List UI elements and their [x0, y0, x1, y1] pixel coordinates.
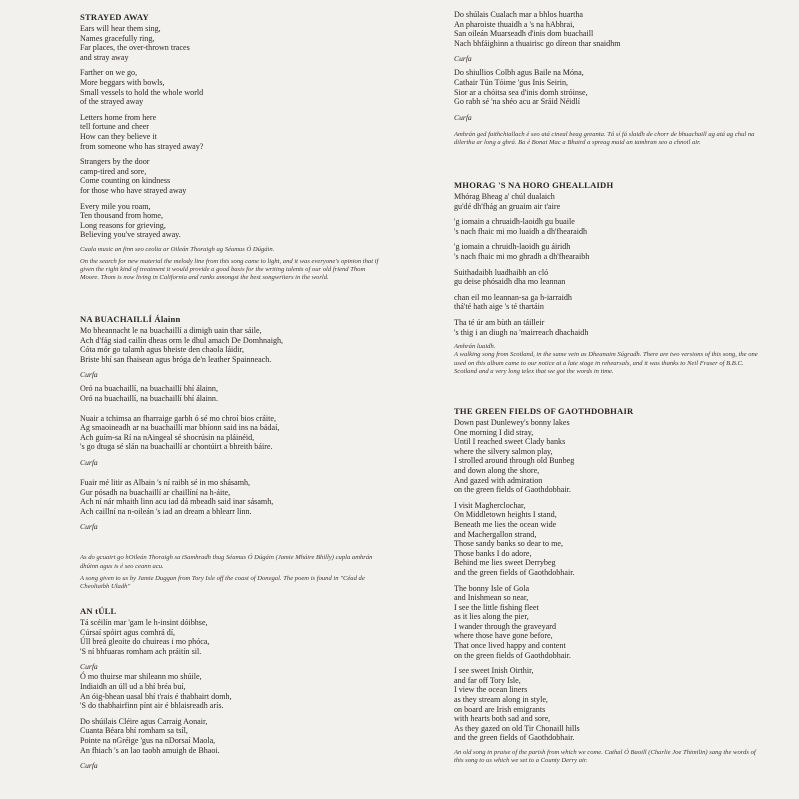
stanza [80, 113, 380, 151]
stanza [454, 584, 764, 661]
lyric-line: Ach caillní na n-oileán 's iad an dream a bhlearr linn. [80, 506, 252, 516]
song-note: Cuala music an finn seo ceolta ar Oileán Thoraigh ag Séamus Ó Dúgáin. [80, 245, 275, 253]
stanza [80, 157, 380, 195]
stanza [454, 10, 764, 48]
lyric-line: Down past Dunlewey's bonny lakes [454, 418, 570, 427]
lyric-line: tell fortune and cheer [80, 122, 149, 132]
song-title: AN tÚLL [80, 606, 117, 616]
lyric-line: Beneath me lies the ocean wide [454, 519, 557, 529]
stanza [80, 68, 380, 106]
lyric-line: gu deise phósaidh dha mo leannan [454, 277, 566, 287]
stanza [454, 68, 764, 106]
song-note: Amhrán luaidh. [454, 343, 496, 351]
lyric-line: One morning I did stray, [454, 427, 534, 437]
lyric-line: Tá scéilín mar 'gam le h-insint dóibhse, [80, 618, 208, 627]
lyric-line: Mhórag Bheag a' chúl dualaich [454, 192, 555, 201]
lyric-line: 'S do thabhairfinn pínt air é bhlaisreadh arís. [80, 701, 224, 711]
lyric-line: Until I reached sweet Clady banks [454, 437, 566, 447]
lyric-line: San oileán Muarseadh d'inis dom buachaill [454, 29, 594, 39]
lyric-line: chan eil mo leannan-sa ga h-iarraidh [454, 292, 572, 302]
lyric-line: where the silvery salmon play, [454, 446, 553, 456]
lyric-line: Small vessels to hold the whole world [80, 87, 204, 97]
stanza [80, 326, 380, 364]
lyric-line: with hearts both sad and sore, [454, 714, 551, 724]
song-mhorag [454, 180, 764, 376]
lyric-line: Those sandy banks so dear to me, [454, 539, 564, 549]
lyric-line: More beggars with bowls, [80, 77, 165, 87]
lyric-line: As they gazed on old Tir Chonaill hills [454, 723, 580, 733]
lyric-line: The bonny Isle of Gola [454, 583, 530, 593]
lyric-line: and the green fields of Gaothdobhair. [454, 567, 575, 577]
lyric-line: I visit Magherclochar, [454, 500, 526, 510]
lyric-line: where those have gone before, [454, 631, 553, 641]
lyric-line: gu'dé dh'fhág an gruaim air t'aire [454, 201, 561, 211]
lyric-line: How can they believe it [80, 131, 157, 141]
stanza [454, 501, 764, 578]
lyric-line: 'g iomain a chruidh-laoidh gu áiridh [454, 242, 571, 252]
stanza [80, 478, 380, 516]
lyric-line: and far off Tory Isle, [454, 675, 521, 685]
lyric-line: for those who have strayed away [80, 185, 187, 195]
song-title: MHORAG 'S NA HORO GHEALLAIDH [454, 180, 614, 190]
stanza [454, 242, 764, 261]
song-title: NA BUACHAILLÍ Álainn [80, 314, 181, 324]
stanza [80, 672, 380, 710]
lyric-line: Do shiullios Colbh agus Baile na Móna, [454, 68, 584, 78]
chorus-label: Curfa [80, 370, 98, 380]
lyric-line: An fhiach 's an lao taobh amuigh de Bhaoi. [80, 745, 220, 755]
stanza [80, 618, 380, 656]
lyric-line: Oró na buachaillí, na buachaillí bhí álainn. [80, 393, 218, 403]
lyric-line: I wander through the graveyard [454, 621, 557, 631]
stanza [80, 384, 380, 403]
lyric-line: as it lies along the pier, [454, 612, 529, 622]
stanza [80, 24, 380, 62]
lyric-line: Nach bhfáighinn a thuairisc go díreon thar snaidhm [454, 38, 621, 48]
lyric-line: An óig-bhean uasal bhí t'rais é thabhairt domh, [80, 691, 232, 701]
lyric-line: Ó mo thuirse mar shileann mo shúile, [80, 672, 202, 682]
lyric-line: Ears will hear them sing, [80, 24, 161, 33]
lyric-line: Cóta mór go talamh agus bheiste den chaola láidir, [80, 345, 244, 355]
lyric-line: 's nach fhaic mi mo ghradh a dh'fhearaibh [454, 251, 590, 261]
lyric-line: Cuanta Béara bhí romham sa tsíl, [80, 726, 188, 736]
stanza [454, 217, 764, 236]
lyric-line: Do shúilais Cléire agus Carraig Aonair, [80, 716, 208, 726]
lyric-line: 's go dtuga sé slán na buachaillí ar chontúirt a bhreith báire. [80, 442, 273, 452]
lyric-line: I view the ocean liners [454, 685, 528, 695]
stanza [454, 666, 764, 743]
lyric-line: from someone who has strayed away? [80, 141, 204, 151]
song-green-fields [454, 406, 764, 765]
lyric-line: 's nach fhaic mi mo luaidh a dh'fhearaidh [454, 226, 588, 236]
lyric-line: of the strayed away [80, 97, 144, 107]
song-note: As do gcuairt go hOileán Thoraigh sa tSamhradh thug Séamus Ó Dúgáin (Jamie Mháire Bhilly) cupla amhrán dhúinn agus is é seo ceann acu. [80, 554, 373, 570]
song-na-buachailli [80, 314, 380, 591]
lyric-line: Farther on we go, [80, 68, 138, 78]
lyric-line: I see the little fishing fleet [454, 602, 539, 612]
song-an-tull [80, 606, 380, 771]
lyric-line: And gazed with admiration [454, 475, 543, 485]
lyric-line: Suithadaibh luadhaibh an cló [454, 267, 549, 277]
lyric-line: Úll breá gleoite do chuireas i mo phóca, [80, 637, 210, 647]
lyric-line: 's thig i an diugh na 'mairreach dhachaidh [454, 327, 589, 337]
lyric-line: Indiaidh an úll ud a bhí bréa buí, [80, 681, 186, 691]
song-note: Amhrán ged faithchiallach é seo atá cineal beag greanta. Tá sí fá slaidh de chorr de bhuachaill ag atá ag chul na dilertha ar long a ghrá. Ba é Bonai Mac a Bhaird a spreag muid an tamhran seo a chnoil air. [454, 130, 755, 146]
song-note: An old song in praise of the parish from which we come. Cathal Ó Baoill (Charlie Joe Thimilin) sang the words of this song to us which we set to a County Derry air. [454, 749, 756, 765]
lyric-line: Far places, the over-thrown traces [80, 43, 190, 53]
lyric-line: camp-tired and sore, [80, 166, 147, 176]
lyric-line: Every mile you roam, [80, 201, 151, 211]
lyric-line: Fuair mé litir as Albain 's ní raibh sé in mo shásamh, [80, 477, 251, 487]
chorus-label: Curfa [454, 54, 472, 64]
chorus-label: Curfa [80, 522, 98, 532]
lyric-line: Behind me lies sweet Derrybeg [454, 558, 556, 568]
lyric-line: thá'té hath aige 's té thartáin [454, 302, 544, 312]
lyric-line: On Middletown heights I stand, [454, 510, 557, 520]
lyric-line: Long reasons for grieving, [80, 220, 166, 230]
lyric-line: 'S ní bhfuaras romham ach práitín sil. [80, 646, 202, 656]
lyric-line: Oró na buachaillí, na buachaillí bhí álainn, [80, 384, 218, 394]
chorus-label: Curfa [80, 662, 98, 672]
lyric-line: on board are Irish emigrants [454, 704, 546, 714]
lyric-line: I strolled around through old Bunbeg [454, 456, 575, 466]
lyric-line: Gur pósadh na buachaillí ar chaillíní na h-áite, [80, 487, 231, 497]
lyric-line: and the green fields of Gaothdobhair. [454, 733, 575, 743]
lyric-line: Names gracefully ring, [80, 33, 155, 43]
lyric-line: and down along the shore, [454, 465, 540, 475]
lyric-line: Ach guím-sa Rí na nAingeal sé shocrúsin na pláinéid, [80, 432, 255, 442]
lyric-line: Sior ar a chóitsa sea d'inis domh stróinse, [454, 87, 588, 97]
stanza [80, 414, 380, 452]
stanza [454, 268, 764, 287]
lyric-line: Strangers by the door [80, 157, 150, 167]
stanza [80, 202, 380, 240]
lyric-line: Do shúlais Cualach mar a bhlos huartha [454, 10, 584, 19]
lyric-line: on the green fields of Gaothdobhair. [454, 485, 571, 495]
lyric-line: Cathair Tún Tóime 'gus Inis Seirin, [454, 77, 569, 87]
song-note: On the search for new material the melody line from this song came to light, and it was everyone's opinion that if given the right kind of treatment it would provide a good basis for the writing talents of our old friend Thom Moore. Thom is now living in California and ranks amongst the best songwriters in the world. [80, 258, 379, 282]
song-an-tull-continued [454, 10, 764, 147]
lyric-line: Pointe na nGréige 'gus na nDorsaí Maola, [80, 735, 216, 745]
lyric-line: I see sweet Inish Oirthir, [454, 666, 534, 676]
song-note: A song given to us by Jamie Duggan from Tory Isle off the coast of Donegal. The poem is found in "Céad de Cheoltaibh Uladh" [80, 574, 365, 590]
song-title: THE GREEN FIELDS OF GAOTHDOBHAIR [454, 406, 634, 416]
lyric-line: That once lived happy and content [454, 641, 566, 651]
lyric-line: and stray away [80, 52, 129, 62]
lyric-line: as they stream along in style, [454, 695, 548, 705]
chorus-label: Curfa [80, 761, 98, 771]
lyric-line: An pharoiste thuaidh a 's na hAbhrai, [454, 19, 575, 29]
stanza [80, 717, 380, 755]
lyric-line: on the green fields of Gaothdobhair. [454, 650, 571, 660]
lyric-line: and Machergallon strand, [454, 529, 537, 539]
lyric-line: Nuair a tchimsa an fharraige garbh ó sé mo chroí bios cráite, [80, 413, 276, 423]
lyric-line: 'g iomain a chruaidh-laoidh gu buaile [454, 217, 575, 227]
lyric-line: Ach ní nár mhaith linn acu iad dá mbeadh said inar sásamh, [80, 497, 274, 507]
song-note: A walking song from Scotland, in the same vein as Dheanaim Súgradh. There are two versions of this song, the one used on this album came to our notice at a late stage in rehearsals, and it was thanks to Neil Fraser of B.B.C. Scotland and a very long telex that we got the words in time. [454, 351, 758, 375]
lyric-line: Letters home from here [80, 112, 157, 122]
stanza [454, 318, 764, 337]
lyric-line: Come counting on kindness [80, 176, 171, 186]
lyric-line: Briste bhí san fhaisean agus bróga de'n leather Spainneach. [80, 354, 272, 364]
chorus-label: Curfa [454, 112, 472, 122]
lyric-line: Mo bheannacht le na buachaillí a dimigh uain thar sáile, [80, 326, 262, 335]
stanza [454, 418, 764, 495]
stanza [454, 192, 764, 211]
lyric-line: and Inishmean so near, [454, 593, 529, 603]
lyric-line: Go rabh sé 'na shéo acu ar Sráid Néidlí [454, 97, 580, 107]
lyric-line: Ag smaoineadh ar na buachaillí mar bhíonn said ins na bádaí, [80, 423, 280, 433]
lyric-line: Cúrsaí spóirt agus comhrá dí, [80, 627, 176, 637]
song-strayed-away [80, 12, 380, 283]
stanza [454, 293, 764, 312]
lyric-line: Ach d'fág siad cailín dheas orm le dhul amach De Domhnaigh, [80, 335, 284, 345]
lyric-line: Believing you've strayed away. [80, 230, 181, 240]
chorus-label: Curfa [80, 457, 98, 467]
lyric-line: Those banks I do adore, [454, 548, 532, 558]
lyric-line: Ten thousand from home, [80, 211, 164, 221]
lyric-line: Tha té úr am bùth an táilleir [454, 317, 545, 327]
song-title: STRAYED AWAY [80, 12, 149, 22]
